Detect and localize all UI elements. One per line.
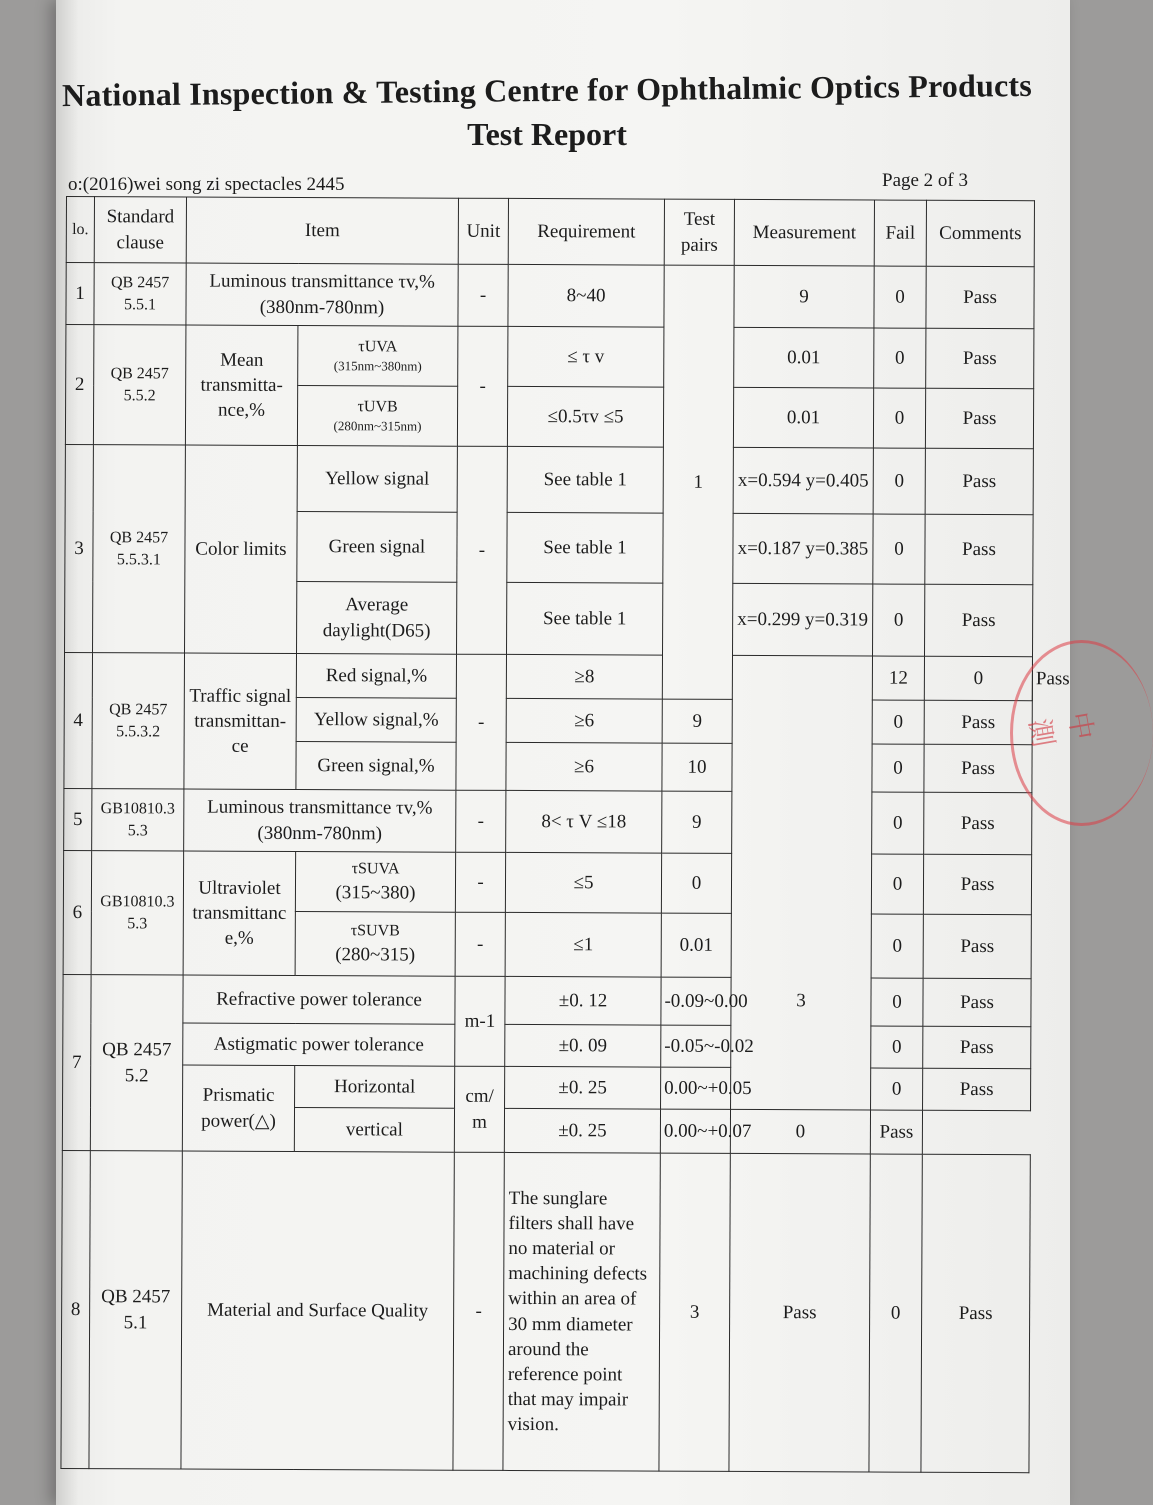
cell-test-pairs-value: 3 — [796, 990, 806, 1012]
cell-no: 6 — [63, 850, 92, 974]
cell-test-pairs: 1 — [662, 265, 734, 699]
cell-measurement: x=0.187 y=0.385 — [733, 513, 873, 584]
cell-comment: Pass — [924, 744, 1032, 792]
cell-subitem — [297, 386, 457, 447]
table-row — [61, 1150, 1030, 1472]
cell-subitem: Green signal — [297, 512, 457, 583]
cell-subitem: Horizontal — [295, 1066, 455, 1109]
cell-no: 4 — [64, 652, 93, 788]
cell-comment: Pass — [925, 514, 1033, 584]
col-header-test-pairs: Test pairs — [664, 199, 734, 265]
report-header-title: National Inspection & Testing Centre for Ophthalmic Optics Products — [61, 66, 1033, 114]
cell-comment: Pass — [925, 448, 1033, 514]
cell-subitem: Yellow signal — [297, 446, 457, 513]
cell-measurement: Pass — [729, 1153, 870, 1472]
cell-fail: 0 — [873, 448, 925, 514]
cell-fail: 0 — [873, 514, 925, 584]
seal-lettering: 中 測 — [1022, 709, 1100, 750]
cell-fail: 0 — [872, 792, 924, 854]
cell-clause: QB 2457 5.1 — [89, 1151, 182, 1469]
cell-item: Luminous transmittance τv,% (380nm-780nm) — [184, 789, 456, 852]
cell-requirement: The sunglare filters shall have no material or machining defects within an area of 30 mm diameter around the reference point that may impair vision. — [503, 1152, 660, 1471]
table-row — [65, 444, 1033, 514]
cell-item: Material and Surface Quality — [181, 1151, 454, 1470]
cell-comment: Pass — [925, 388, 1033, 448]
cell-fail: 0 — [874, 328, 926, 388]
cell-comment: Pass — [923, 854, 1031, 914]
cell-requirement: ≤5 — [505, 852, 661, 913]
cell-test-pairs: 3 — [659, 1153, 730, 1471]
cell-item: Luminous transmittance τv,% (380nm-780nm) — [186, 263, 458, 326]
page-number: Page 2 of 3 — [882, 170, 969, 191]
cell-item: Astigmatic power tolerance — [183, 1023, 455, 1066]
cell-clause: GB10810.3 5.3 — [92, 789, 184, 851]
cell-clause: QB 2457 5.5.2 — [93, 325, 186, 445]
cell-unit: - — [456, 790, 506, 852]
cell-measurement: x=0.594 y=0.405 — [733, 447, 873, 514]
subitem-range: (280nm~315nm) — [333, 418, 422, 435]
cell-requirement: ≥6 — [506, 698, 662, 743]
cell-item: Color limits — [185, 445, 298, 653]
table-row — [63, 1064, 1031, 1110]
cell-measurement: 10 — [662, 743, 732, 791]
cell-fail: 0 — [871, 978, 923, 1026]
cell-unit: - — [455, 912, 505, 976]
cell-requirement: ±0. 09 — [505, 1024, 661, 1067]
subitem-range: (315nm~380nm) — [333, 358, 422, 375]
cell-requirement: ±0. 25 — [505, 1066, 661, 1109]
cell-item: Traffic signal transmittan-ce — [184, 653, 297, 789]
cell-comment: Pass — [924, 792, 1032, 854]
report-number: o:(2016)wei song zi spectacles 2445 — [68, 174, 345, 195]
cell-fail: 0 — [873, 584, 925, 656]
cell-comment: Pass — [923, 1026, 1031, 1068]
cell-subitem: vertical — [294, 1108, 454, 1153]
cell-fail: 0 — [871, 914, 923, 978]
col-header-item: Item — [186, 197, 458, 264]
cell-no: 3 — [65, 444, 94, 652]
cell-fail: 0 — [872, 744, 924, 792]
cell-comment: Pass — [870, 1110, 922, 1154]
cell-requirement: ±0. 25 — [504, 1108, 660, 1153]
cell-requirement: See table 1 — [507, 582, 663, 655]
cell-item: Mean transmitta-nce,% — [185, 325, 298, 445]
cell-fail: 0 — [871, 1026, 923, 1068]
cell-comment: Pass — [921, 1154, 1030, 1472]
cell-subitem — [295, 912, 455, 977]
cell-requirement: ≤0.5τv ≤5 — [507, 386, 663, 447]
table-row — [66, 263, 1034, 329]
subitem-name: τSUVB — [350, 922, 400, 940]
cell-comment: Pass — [923, 914, 1031, 978]
col-header-clause: Standard clause — [94, 197, 186, 263]
cell-requirement: See table 1 — [507, 446, 663, 513]
cell-unit: m-1 — [455, 976, 505, 1066]
cell-measurement: x=0.299 y=0.319 — [733, 583, 873, 656]
cell-no: 7 — [62, 974, 91, 1150]
cell-subitem: Average daylight(D65) — [297, 582, 457, 655]
cell-item: Prismatic power(△) — [182, 1065, 294, 1151]
report-header-subtitle: Test Report — [467, 116, 627, 152]
col-header-measurement: Measurement — [734, 199, 874, 266]
cell-requirement: 8< τ V ≤18 — [506, 790, 662, 853]
table-row — [66, 325, 1034, 389]
cell-measurement: 0.01 — [733, 387, 873, 448]
cell-subitem: Green signal,% — [296, 742, 456, 791]
cell-subitem — [298, 326, 458, 387]
cell-subitem — [295, 852, 455, 913]
table-row — [64, 652, 1032, 700]
cell-unit: - — [457, 446, 508, 654]
cell-clause: QB 2457 5.5.3.1 — [93, 445, 186, 653]
col-header-unit: Unit — [458, 198, 508, 264]
cell-fail: 0 — [871, 854, 923, 914]
cell-clause: GB10810.3 5.3 — [91, 851, 184, 975]
cell-fail: 0 — [924, 656, 1032, 700]
cell-measurement: 0.01 — [734, 327, 874, 388]
cell-measurement: 0.00~+0.05 — [661, 1067, 731, 1109]
table-row — [64, 788, 1032, 854]
cell-no: 1 — [66, 263, 94, 325]
cell-no: 8 — [61, 1150, 90, 1468]
cell-measurement: -0.09~0.00 — [661, 977, 731, 1025]
cell-requirement: ≥8 — [506, 654, 662, 699]
col-header-fail: Fail — [874, 200, 926, 266]
subitem-range: (280~315) — [335, 943, 416, 966]
cell-item: Refractive power tolerance — [183, 975, 455, 1024]
cell-unit: cm/ m — [454, 1066, 504, 1152]
cell-no: 2 — [65, 325, 94, 445]
cell-no: 5 — [64, 788, 92, 850]
cell-measurement: 0.01 — [661, 913, 731, 977]
table-header-row — [66, 197, 1034, 267]
cell-clause: QB 2457 5.5.3.2 — [92, 653, 185, 789]
cell-subitem: Red signal,% — [296, 654, 456, 699]
subitem-name: τSUVA — [351, 860, 400, 878]
cell-comment: Pass — [923, 1068, 1031, 1110]
cell-requirement: ≤ τ v — [508, 326, 664, 387]
table-row — [63, 1022, 1031, 1068]
col-header-comments: Comments — [926, 200, 1034, 266]
cell-requirement: 8~40 — [508, 264, 664, 327]
cell-clause: QB 2457 5.2 — [90, 975, 183, 1151]
cell-unit: - — [458, 264, 508, 326]
col-header-no: lo. — [66, 197, 94, 263]
cell-measurement: 12 — [872, 656, 924, 700]
cell-measurement: 9 — [734, 265, 874, 328]
cell-fail: 0 — [869, 1154, 922, 1472]
table-row — [63, 974, 1031, 1026]
cell-fail: 0 — [872, 700, 924, 744]
cell-requirement: ≥6 — [506, 742, 662, 791]
table-row — [63, 850, 1031, 914]
cell-requirement: ≤1 — [505, 912, 661, 977]
cell-measurement: 9 — [662, 699, 732, 743]
cell-requirement: See table 1 — [507, 512, 663, 583]
cell-fail: 0 — [730, 1109, 870, 1154]
cell-requirement: ±0. 12 — [505, 976, 661, 1025]
cell-unit: - — [457, 326, 508, 446]
cell-comment: Pass — [926, 328, 1034, 388]
cell-measurement: 9 — [662, 791, 732, 853]
cell-unit: - — [456, 654, 507, 790]
cell-comment: Pass — [925, 584, 1033, 656]
cell-unit: - — [453, 1152, 504, 1470]
cell-comment: Pass — [924, 700, 1032, 744]
col-header-requirement: Requirement — [508, 198, 664, 265]
subitem-name: τUVA — [358, 338, 398, 356]
cell-measurement: 0 — [661, 853, 731, 913]
cell-comment: Pass — [923, 978, 1031, 1026]
cell-item: Ultraviolet transmittanc e,% — [183, 851, 296, 975]
cell-fail: 0 — [871, 1068, 923, 1110]
cell-measurement: -0.05~-0.02 — [661, 1025, 731, 1067]
cell-fail: 0 — [873, 388, 925, 448]
subitem-name: τUVB — [357, 398, 398, 416]
cell-comment: Pass — [926, 266, 1034, 328]
cell-unit: - — [455, 852, 505, 912]
test-results-table — [60, 196, 1035, 1473]
cell-measurement: 0.00~+0.07 — [660, 1109, 730, 1153]
subitem-range: (315~380) — [335, 881, 416, 904]
cell-clause: QB 2457 5.5.1 — [94, 263, 186, 325]
cell-subitem: Yellow signal,% — [296, 698, 456, 743]
cell-fail: 0 — [874, 266, 926, 328]
